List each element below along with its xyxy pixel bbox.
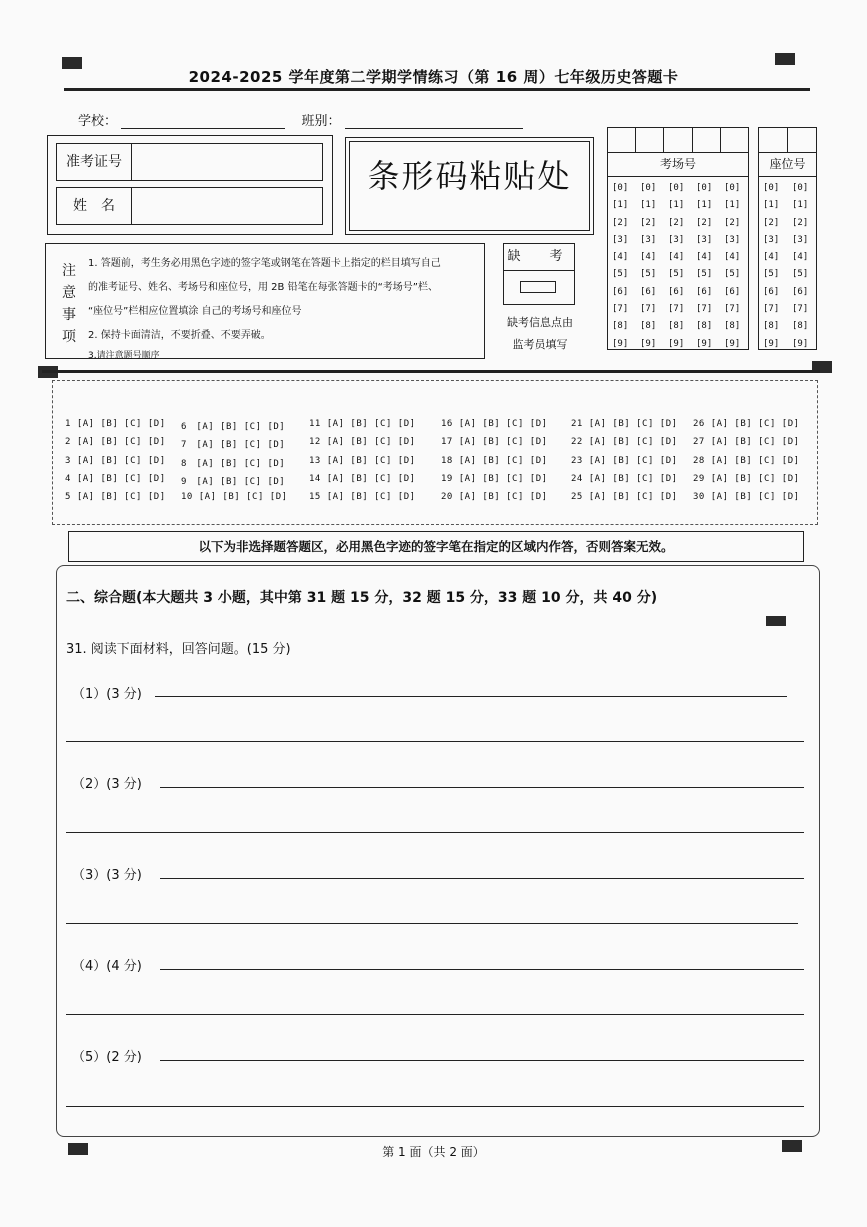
notice-item: 2. 保持卡面清洁，不要折叠、不要弄破。 [88,330,271,341]
digit-bubble[interactable]: [2] [668,217,685,228]
digit-bubble[interactable]: [5] [668,269,685,280]
digit-bubble[interactable]: [5] [763,269,780,280]
digit-bubble[interactable]: [8] [640,321,657,332]
digit-bubble-column[interactable] [724,180,740,353]
mc-question-item[interactable]: 28 [A] [B] [C] [D] [693,456,800,466]
section-title: 二、综合题(本大题共 3 小题，其中第 31 题 15 分，32 题 15 分，33 题 10 分，共 40 分) [66,590,658,606]
digit-bubble[interactable]: [8] [696,321,713,332]
mc-question-item[interactable]: 7 [A] [B] [C] [D] [181,440,286,450]
digit-bubble[interactable]: [7] [724,304,741,315]
sub-question-label: （5）(2 分) [72,1050,142,1065]
digit-bubble[interactable]: [6] [696,286,713,297]
notice-item: 1. 答题前，考生务必用黑色字迹的签字笔或钢笔在答题卡上指定的栏目填写自己 [88,258,441,269]
sub-question-label: （2）(3 分) [72,777,142,792]
mc-question-item[interactable]: 10 [A] [B] [C] [D] [181,492,288,502]
mc-question-item[interactable]: 11 [A] [B] [C] [D] [309,419,416,429]
digit-bubble[interactable]: [8] [668,321,685,332]
digit-bubble[interactable]: [5] [640,269,657,280]
digit-bubble[interactable]: [9] [763,338,780,349]
seat-number-label: 座位号 [759,152,816,177]
absent-note-line: 监考员填写 [512,338,568,351]
answer-line[interactable] [160,1060,804,1061]
mc-question-item[interactable]: 12 [A] [B] [C] [D] [309,437,416,447]
digit-bubble[interactable]: [5] [696,269,713,280]
digit-bubble[interactable]: [6] [763,286,780,297]
digit-bubble[interactable]: [1] [668,200,685,211]
notice-item: 的准考证号、姓名、考场号和座位号，用 2B 铅笔在每张答题卡的“考场号”栏、 [88,282,438,293]
notice-item: 3.请注意题号顺序 [88,351,160,361]
title-divider [64,88,810,91]
digit-bubble[interactable]: [5] [612,269,629,280]
notice-heading: 注意事项 [62,263,76,345]
mc-question-item[interactable]: 19 [A] [B] [C] [D] [441,474,548,484]
digit-bubble[interactable]: [3] [668,234,685,245]
digit-bubble[interactable]: [4] [792,252,809,263]
digit-bubble[interactable]: [9] [612,338,629,349]
digit-bubble[interactable]: [1] [724,200,741,211]
digit-bubble-column[interactable] [763,180,779,353]
digit-bubble[interactable]: [1] [696,200,713,211]
digit-bubble[interactable]: [7] [640,304,657,315]
digit-bubble[interactable]: [4] [640,252,657,263]
candidate-info-box [47,135,333,235]
question-title: 31. 阅读下面材料，回答问题。(15 分) [66,642,291,657]
digit-bubble[interactable]: [2] [612,217,629,228]
digit-bubble[interactable]: [0] [640,183,657,193]
class-field[interactable] [345,114,523,129]
digit-bubble[interactable]: [0] [668,183,685,193]
seat-number-grid [758,127,817,350]
digit-bubble[interactable]: [0] [724,183,741,193]
class-label: 班别： [301,114,341,129]
digit-bubble[interactable]: [6] [640,286,657,297]
digit-bubble[interactable]: [9] [696,338,713,349]
digit-bubble[interactable]: [9] [640,338,657,349]
sub-question-label: （3）(3 分) [72,868,142,883]
mc-question-item[interactable]: 1 [A] [B] [C] [D] [65,419,166,429]
mc-question-item[interactable]: 20 [A] [B] [C] [D] [441,492,548,502]
answer-line[interactable] [160,969,804,970]
mc-question-item[interactable]: 18 [A] [B] [C] [D] [441,456,548,466]
answer-line[interactable] [160,787,804,788]
notice-box [45,243,485,359]
answer-line[interactable] [66,1106,804,1107]
digit-bubble[interactable]: [3] [792,234,809,245]
answer-line[interactable] [66,832,804,833]
digit-bubble-column[interactable] [792,180,808,353]
digit-bubble[interactable]: [8] [724,321,741,332]
mc-question-item[interactable]: 24 [A] [B] [C] [D] [571,474,678,484]
absent-checkbox[interactable] [520,281,556,293]
digit-bubble[interactable]: [3] [612,234,629,245]
digit-bubble[interactable]: [4] [724,252,741,263]
digit-bubble[interactable]: [0] [763,183,780,193]
digit-bubble[interactable]: [2] [792,217,809,228]
digit-bubble[interactable]: [5] [792,269,809,280]
digit-bubble[interactable]: [1] [640,200,657,211]
digit-bubble-column[interactable] [612,180,628,353]
digit-bubble[interactable]: [7] [668,304,685,315]
mc-question-item[interactable]: 13 [A] [B] [C] [D] [309,456,416,466]
digit-bubble[interactable]: [8] [792,321,809,332]
digit-bubble[interactable]: [0] [612,183,629,193]
mc-question-item[interactable]: 8 [A] [B] [C] [D] [181,459,286,469]
notice-text [88,252,478,364]
digit-bubble[interactable]: [4] [668,252,685,263]
mc-question-item[interactable]: 3 [A] [B] [C] [D] [65,456,166,466]
mc-question-item[interactable]: 15 [A] [B] [C] [D] [309,492,416,502]
notice-item: “座位号”栏相应位置填涂 自己的考场号和座位号 [88,306,302,317]
exam-id-field[interactable] [56,143,323,181]
sub-question-label: （1）(3 分) [72,687,142,702]
digit-bubble[interactable]: [8] [763,321,780,332]
mc-question-item[interactable]: 27 [A] [B] [C] [D] [693,437,800,447]
page-title: 2024-2025 学年度第二学期学情练习（第 16 周）七年级历史答题卡 [188,68,679,86]
digit-bubble[interactable]: [5] [724,269,741,280]
mc-question-item[interactable]: 4 [A] [B] [C] [D] [65,474,166,484]
absent-label: 缺 考 [504,244,574,271]
barcode-area [345,137,594,235]
mc-question-item[interactable]: 16 [A] [B] [C] [D] [441,419,548,429]
digit-bubble[interactable]: [4] [612,252,629,263]
digit-bubble[interactable]: [2] [724,217,741,228]
digit-bubble[interactable]: [8] [612,321,629,332]
room-number-write-cells[interactable] [608,128,748,153]
mc-question-item[interactable]: 6 [A] [B] [C] [D] [181,422,286,432]
digit-bubble[interactable]: [7] [792,304,809,315]
mc-question-item[interactable]: 21 [A] [B] [C] [D] [571,419,678,429]
exam-id-label: 准考证号 [57,144,132,180]
mc-question-item[interactable]: 25 [A] [B] [C] [D] [571,492,678,502]
multiple-choice-area [52,380,818,525]
mc-question-item[interactable]: 22 [A] [B] [C] [D] [571,437,678,447]
digit-bubble[interactable]: [6] [668,286,685,297]
digit-bubble[interactable]: [2] [696,217,713,228]
digit-bubble[interactable]: [2] [640,217,657,228]
registration-mark [775,53,795,65]
room-number-label: 考场号 [608,152,748,177]
mc-question-item[interactable]: 5 [A] [B] [C] [D] [65,492,166,502]
mc-question-item[interactable]: 9 [A] [B] [C] [D] [181,477,286,487]
digit-bubble[interactable]: [7] [696,304,713,315]
mc-question-item[interactable]: 30 [A] [B] [C] [D] [693,492,800,502]
absent-note [495,312,585,356]
mc-question-item[interactable]: 2 [A] [B] [C] [D] [65,437,166,447]
barcode-label: 条形码粘贴处 [367,157,572,195]
digit-bubble[interactable]: [3] [640,234,657,245]
name-field[interactable] [56,187,323,225]
room-number-grid [607,127,749,350]
digit-bubble[interactable]: [3] [763,234,780,245]
digit-bubble[interactable]: [1] [792,200,809,211]
school-field[interactable] [121,114,285,129]
answer-line[interactable] [155,696,787,697]
digit-bubble[interactable]: [7] [612,304,629,315]
digit-bubble[interactable]: [6] [612,286,629,297]
section-divider [42,370,820,373]
digit-bubble[interactable]: [6] [792,286,809,297]
mc-question-item[interactable]: 14 [A] [B] [C] [D] [309,474,416,484]
answer-line[interactable] [66,741,804,742]
school-label: 学校： [78,114,118,129]
digit-bubble[interactable]: [0] [696,183,713,193]
digit-bubble[interactable]: [9] [792,338,809,349]
seat-number-write-cells[interactable] [759,128,816,153]
digit-bubble[interactable]: [9] [724,338,741,349]
digit-bubble[interactable]: [0] [792,183,809,193]
digit-bubble[interactable]: [1] [612,200,629,211]
digit-bubble[interactable]: [4] [696,252,713,263]
digit-bubble[interactable]: [4] [763,252,780,263]
school-class-row [78,110,523,129]
mc-question-item[interactable]: 26 [A] [B] [C] [D] [693,419,800,429]
digit-bubble[interactable]: [1] [763,200,780,211]
digit-bubble[interactable]: [7] [763,304,780,315]
answer-line[interactable] [66,1014,804,1015]
digit-bubble[interactable]: [9] [668,338,685,349]
non-choice-banner: 以下为非选择题答题区，必用黑色字迹的签字笔在指定的区域内作答，否则答案无效。 [68,531,804,562]
absent-box [503,243,575,305]
page-footer: 第 1 面（共 2 面） [382,1145,485,1159]
digit-bubble[interactable]: [3] [724,234,741,245]
name-label: 姓 名 [57,188,132,224]
digit-bubble[interactable]: [6] [724,286,741,297]
absent-note-line: 缺考信息点由 [507,316,573,329]
mc-question-item[interactable]: 17 [A] [B] [C] [D] [441,437,548,447]
mc-question-item[interactable]: 29 [A] [B] [C] [D] [693,474,800,484]
digit-bubble-column[interactable] [640,180,656,353]
sub-question-label: （4）(4 分) [72,959,142,974]
mc-question-item[interactable]: 23 [A] [B] [C] [D] [571,456,678,466]
digit-bubble[interactable]: [2] [763,217,780,228]
answer-line[interactable] [160,878,804,879]
digit-bubble-column[interactable] [668,180,684,353]
digit-bubble[interactable]: [3] [696,234,713,245]
answer-line[interactable] [66,923,798,924]
digit-bubble-column[interactable] [696,180,712,353]
